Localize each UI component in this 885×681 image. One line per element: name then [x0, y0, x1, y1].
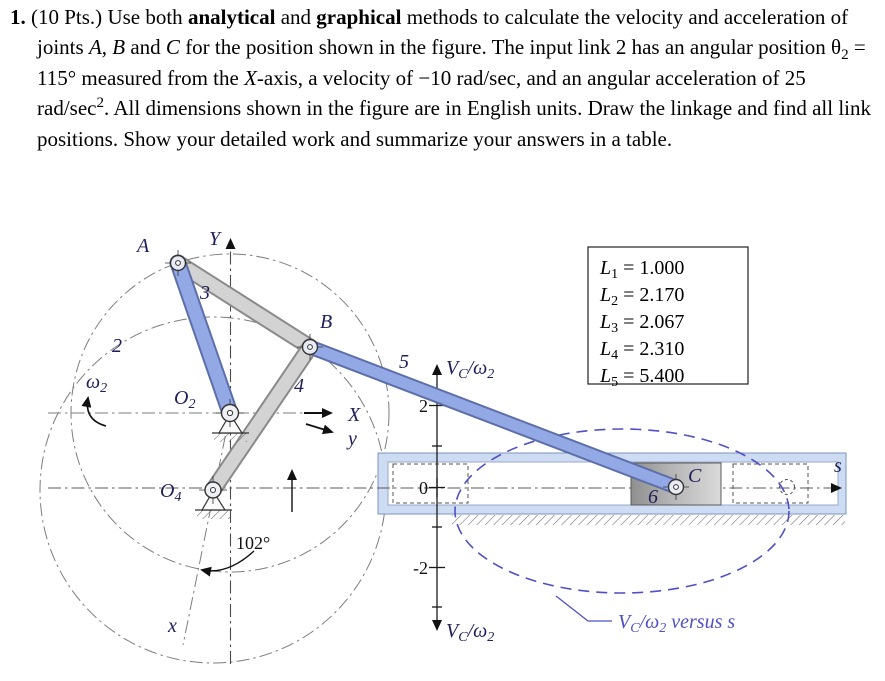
problem-points: (10 Pts.) [25, 5, 108, 29]
label-omega2: $\omega_2$ [86, 371, 108, 396]
legend-l1: $L_1 = 1.000$ [600, 257, 685, 282]
vtick-2: 2 [419, 396, 428, 416]
angle-102-arrow [202, 551, 254, 571]
problem-statement: 1. (10 Pts.) Use both analytical and graphical methods to calculate the velocity and acceleration of joints A, B and C for the position shown in the figure. The input link 2 has an angular position $\theta_2 = 115^\circ$ measured from the X-axis, a velocity of −10 rad/sec, and an angular acceleration of 25 rad/$\sec^2$. All dimensions shown in the figure are in English units. Draw the linkage and find all link positions. Show your detailed work and summarize your answers in a table. [10, 5, 871, 151]
problem-number: 1. [10, 5, 26, 29]
label-s-axis: s [834, 455, 842, 477]
label-x-axis-local: x [168, 615, 177, 637]
label-link6: 6 [648, 486, 658, 508]
ground-hatching-strip [452, 515, 845, 525]
vtick-minus2: -2 [413, 558, 428, 578]
label-joint-a: A [137, 235, 150, 257]
label-y-axis: Y [209, 228, 221, 250]
linkage-figure [0, 218, 885, 681]
legend-box [588, 247, 748, 390]
omega2-arrow [87, 398, 106, 426]
label-pivot-o4: $O_4$ [160, 480, 182, 505]
y-local-arrow [306, 424, 332, 432]
label-link3: 3 [200, 282, 210, 304]
label-pivot-o2: $O_2$ [174, 387, 196, 412]
label-y-axis-local: y [348, 428, 357, 450]
curve-label-leader [556, 596, 612, 621]
vtick-0: 0 [419, 478, 428, 498]
legend-l3: $L_3 = 2.067$ [600, 311, 685, 336]
label-x-axis-global: X [348, 404, 361, 426]
label-link4: 4 [294, 375, 304, 397]
label-curve: $V_C/\omega_2$ versus s [618, 611, 736, 636]
label-joint-c: C [688, 465, 702, 487]
label-v-axis-top: $V_C/\omega_2$ [446, 357, 495, 382]
label-link5: 5 [399, 351, 409, 373]
label-v-axis-bottom: $V_C/\omega_2$ [446, 620, 495, 645]
label-angle-102: 102° [236, 533, 271, 553]
construction-lines [40, 254, 389, 663]
label-joint-b: B [320, 311, 333, 333]
legend-l4: $L_4 = 2.310$ [600, 338, 685, 363]
legend-l2: $L_2 = 2.170$ [600, 284, 685, 309]
legend-l5: $L_5 = 5.400$ [600, 365, 685, 390]
x-local-axis-line [183, 413, 230, 645]
label-link2: 2 [112, 335, 122, 357]
